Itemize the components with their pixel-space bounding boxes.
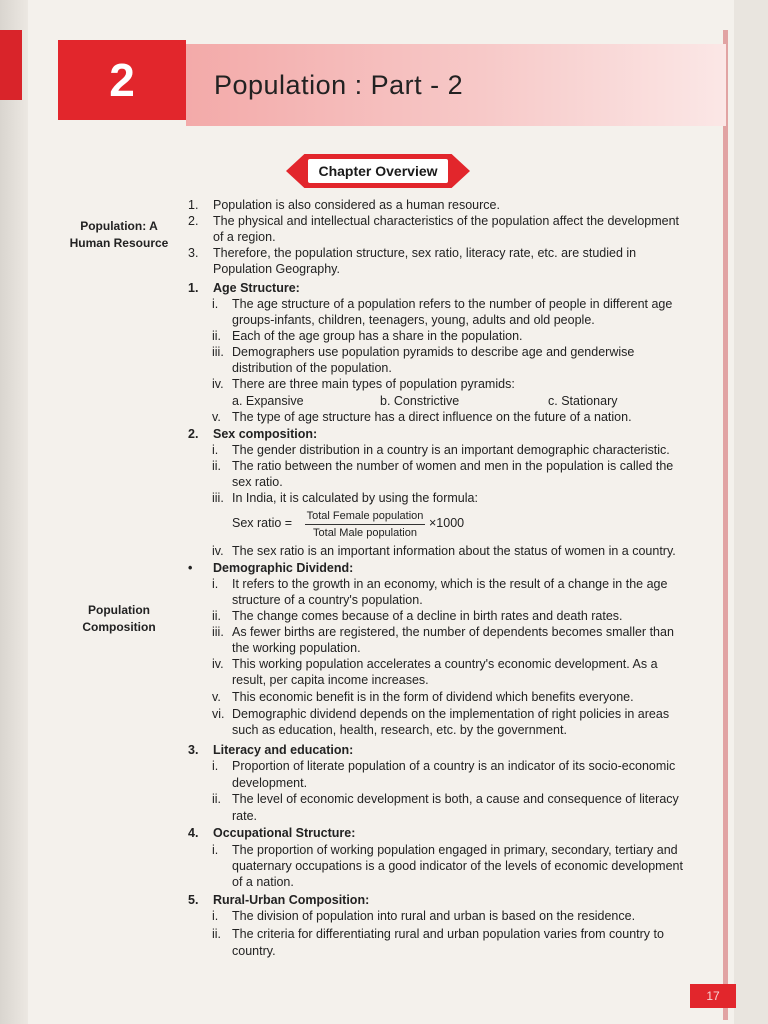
list-item: rate. — [232, 809, 258, 823]
list-item: Therefore, the population structure, sex ratio, literacy rate, etc. are studied in — [213, 246, 637, 260]
list-item: country. — [232, 944, 276, 958]
list-marker: iv. — [212, 377, 224, 391]
list-marker: 1. — [188, 198, 199, 212]
list-item: quaternary occupations is a good indicator of the levels of economic development — [232, 859, 683, 873]
side-label-line: Human Resource — [69, 236, 169, 250]
bullet-icon: • — [188, 561, 193, 575]
side-label-composition — [66, 602, 172, 636]
formula-fraction — [305, 510, 425, 539]
list-item: such as education, health, research, etc. by the government. — [232, 723, 567, 737]
list-item: This economic benefit is in the form of dividend which benefits everyone. — [232, 690, 634, 704]
section-heading: Occupational Structure: — [213, 826, 356, 840]
list-marker: i. — [212, 577, 219, 591]
chapter-number: 2 — [58, 40, 186, 120]
list-marker: iii. — [212, 625, 224, 639]
side-label-line: Composition — [82, 620, 156, 634]
list-item: The physical and intellectual characteristics of the population affect the development — [213, 214, 680, 228]
list-item: The criteria for differentiating rural and urban population varies from country to — [232, 927, 664, 941]
list-item: Population is also considered as a human resource. — [213, 198, 500, 212]
formula-denominator: Total Male population — [313, 527, 417, 539]
list-marker: ii. — [212, 609, 222, 623]
list-marker: iii. — [212, 345, 224, 359]
list-item: Demographic dividend depends on the implementation of right policies in areas — [232, 707, 670, 721]
list-item: development. — [232, 776, 308, 790]
list-marker: i. — [212, 843, 219, 857]
section-heading: Literacy and education: — [213, 743, 354, 757]
list-marker: iv. — [212, 544, 224, 558]
list-item: Proportion of literate population of a country is an indicator of its socio-economic — [232, 759, 676, 773]
chapter-overview-banner — [286, 154, 470, 188]
list-item: structure of a country's population. — [232, 593, 423, 607]
page-right-edge — [734, 0, 768, 1024]
list-item: The sex ratio is an important information about the status of women in a country. — [232, 544, 676, 558]
list-item: There are three main types of population pyramids: — [232, 377, 515, 391]
list-marker: v. — [212, 410, 221, 424]
list-item: The age structure of a population refers to the number of people in different age — [232, 297, 673, 311]
list-item: of a region. — [213, 230, 276, 244]
side-label-human-resource — [66, 218, 172, 252]
section-heading: Demographic Dividend: — [213, 561, 354, 575]
spine-marker — [0, 30, 22, 100]
list-item: In India, it is calculated by using the formula: — [232, 491, 478, 505]
side-label-line: Population — [88, 603, 150, 617]
list-marker: i. — [212, 909, 219, 923]
list-item: result, per capita income increases. — [232, 673, 429, 687]
chapter-title: Population : Part - 2 — [214, 70, 464, 100]
section-number: 4. — [188, 826, 199, 840]
list-marker: vi. — [212, 707, 225, 721]
pyramid-type: a. Expansive — [232, 394, 304, 408]
list-marker: i. — [212, 443, 219, 457]
list-item: The level of economic development is both, a cause and consequence of literacy — [232, 792, 679, 806]
list-marker: ii. — [212, 927, 222, 941]
list-marker: 2. — [188, 214, 199, 228]
list-item: The ratio between the number of women and men in the population is called the — [232, 459, 674, 473]
list-item: The proportion of working population engaged in primary, secondary, tertiary and — [232, 843, 678, 857]
page-left-edge — [0, 0, 28, 1024]
list-marker: i. — [212, 759, 219, 773]
pyramid-type: b. Constrictive — [380, 394, 460, 408]
formula-lhs: Sex ratio = — [232, 516, 293, 530]
list-item: groups-infants, children, teenagers, young, adults and old people. — [232, 313, 595, 327]
list-item: the working population. — [232, 641, 361, 655]
list-item: This working population accelerates a country's economic development. As a — [232, 657, 658, 671]
formula-numerator: Total Female population — [305, 510, 425, 525]
section-heading: Rural-Urban Composition: — [213, 893, 370, 907]
pyramid-type: c. Stationary — [548, 394, 618, 408]
list-marker: ii. — [212, 459, 222, 473]
list-marker: iii. — [212, 491, 224, 505]
section-heading: Sex composition: — [213, 427, 318, 441]
list-item: Each of the age group has a share in the population. — [232, 329, 523, 343]
page-number: 17 — [690, 984, 736, 1008]
margin-stripe — [723, 30, 728, 1020]
section-number: 2. — [188, 427, 199, 441]
list-item: The change comes because of a decline in birth rates and death rates. — [232, 609, 623, 623]
list-item: As fewer births are registered, the number of dependents becomes smaller than — [232, 625, 674, 639]
side-label-line: Population: A — [80, 219, 158, 233]
section-number: 3. — [188, 743, 199, 757]
list-marker: i. — [212, 297, 219, 311]
list-marker: iv. — [212, 657, 224, 671]
overview-label: Chapter Overview — [318, 163, 438, 179]
list-marker: ii. — [212, 792, 222, 806]
list-marker: v. — [212, 690, 221, 704]
list-item: sex ratio. — [232, 475, 283, 489]
section-heading: Age Structure: — [213, 281, 300, 295]
list-item: Demographers use population pyramids to describe age and genderwise — [232, 345, 635, 359]
list-marker: 3. — [188, 246, 199, 260]
list-item: The gender distribution in a country is an important demographic characteristic. — [232, 443, 670, 457]
list-item: The division of population into rural and urban is based on the residence. — [232, 909, 636, 923]
section-number: 5. — [188, 893, 199, 907]
list-marker: ii. — [212, 329, 222, 343]
list-item: of a nation. — [232, 875, 294, 889]
list-item: The type of age structure has a direct influence on the future of a nation. — [232, 410, 632, 424]
list-item: distribution of the population. — [232, 361, 392, 375]
list-item: It refers to the growth in an economy, which is the result of a change in the age — [232, 577, 668, 591]
section-number: 1. — [188, 281, 199, 295]
list-item: Population Geography. — [213, 262, 340, 276]
formula-multiplier: ×1000 — [429, 516, 465, 530]
